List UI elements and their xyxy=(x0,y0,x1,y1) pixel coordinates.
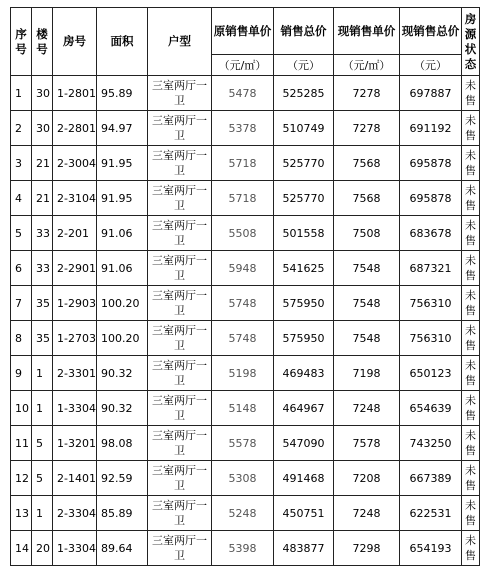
cell-cur-price: 7208 xyxy=(334,461,400,496)
table-row xyxy=(11,216,480,251)
housing-price-table xyxy=(10,7,480,566)
unit-cur-total: （元） xyxy=(400,55,462,76)
cell-orig-price: 5478 xyxy=(212,76,274,111)
cell-cur-price: 7278 xyxy=(334,111,400,146)
cell-cur-price: 7548 xyxy=(334,286,400,321)
cell-total: 541625 xyxy=(274,251,334,286)
cell-status: 未售 xyxy=(462,111,480,146)
cell-building: 1 xyxy=(32,391,53,426)
cell-building: 21 xyxy=(32,146,53,181)
cell-seq: 6 xyxy=(11,251,32,286)
cell-room: 1-2903 xyxy=(53,286,97,321)
cell-total: 450751 xyxy=(274,496,334,531)
cell-total: 525770 xyxy=(274,181,334,216)
cell-cur-total: 650123 xyxy=(400,356,462,391)
cell-cur-total: 654193 xyxy=(400,531,462,566)
cell-area: 100.20 xyxy=(97,321,148,356)
cell-building: 21 xyxy=(32,181,53,216)
cell-room: 2-2901 xyxy=(53,251,97,286)
cell-building: 35 xyxy=(32,321,53,356)
cell-orig-price: 5578 xyxy=(212,426,274,461)
cell-building: 30 xyxy=(32,76,53,111)
listing-table-wrapper xyxy=(10,7,480,566)
cell-status: 未售 xyxy=(462,146,480,181)
cell-status: 未售 xyxy=(462,216,480,251)
cell-orig-price: 5148 xyxy=(212,391,274,426)
table-row xyxy=(11,461,480,496)
cell-orig-price: 5308 xyxy=(212,461,274,496)
cell-status: 未售 xyxy=(462,426,480,461)
cell-room: 2-201 xyxy=(53,216,97,251)
cell-status: 未售 xyxy=(462,181,480,216)
table-row xyxy=(11,321,480,356)
cell-seq: 11 xyxy=(11,426,32,461)
cell-cur-price: 7248 xyxy=(334,391,400,426)
cell-orig-price: 5718 xyxy=(212,146,274,181)
table-row xyxy=(11,391,480,426)
cell-status: 未售 xyxy=(462,321,480,356)
cell-cur-total: 667389 xyxy=(400,461,462,496)
cell-cur-price: 7548 xyxy=(334,321,400,356)
cell-total: 464967 xyxy=(274,391,334,426)
cell-area: 92.59 xyxy=(97,461,148,496)
cell-orig-price: 5748 xyxy=(212,286,274,321)
header-seq: 序号 xyxy=(11,8,32,76)
header-building: 楼号 xyxy=(32,8,53,76)
cell-orig-price: 5748 xyxy=(212,321,274,356)
cell-cur-total: 756310 xyxy=(400,321,462,356)
cell-cur-price: 7568 xyxy=(334,181,400,216)
cell-status: 未售 xyxy=(462,496,480,531)
cell-area: 89.64 xyxy=(97,531,148,566)
cell-cur-total: 683678 xyxy=(400,216,462,251)
table-row xyxy=(11,146,480,181)
cell-status: 未售 xyxy=(462,461,480,496)
cell-cur-price: 7578 xyxy=(334,426,400,461)
unit-cur-price: （元/㎡） xyxy=(334,55,400,76)
cell-cur-total: 695878 xyxy=(400,146,462,181)
cell-orig-price: 5948 xyxy=(212,251,274,286)
table-row xyxy=(11,496,480,531)
cell-cur-price: 7548 xyxy=(334,251,400,286)
cell-status: 未售 xyxy=(462,531,480,566)
header-cur-total: 现销售总价 xyxy=(400,8,462,55)
cell-seq: 8 xyxy=(11,321,32,356)
cell-type: 三室两厅一卫 xyxy=(148,76,212,111)
cell-orig-price: 5248 xyxy=(212,496,274,531)
cell-room: 2-3004 xyxy=(53,146,97,181)
cell-cur-total: 687321 xyxy=(400,251,462,286)
cell-type: 三室两厅一卫 xyxy=(148,181,212,216)
cell-total: 575950 xyxy=(274,321,334,356)
cell-room: 1-3201 xyxy=(53,426,97,461)
cell-total: 491468 xyxy=(274,461,334,496)
cell-status: 未售 xyxy=(462,76,480,111)
cell-area: 100.20 xyxy=(97,286,148,321)
cell-cur-total: 654639 xyxy=(400,391,462,426)
cell-type: 三室两厅一卫 xyxy=(148,286,212,321)
table-row xyxy=(11,286,480,321)
cell-building: 33 xyxy=(32,251,53,286)
cell-seq: 3 xyxy=(11,146,32,181)
cell-total: 525770 xyxy=(274,146,334,181)
cell-cur-total: 695878 xyxy=(400,181,462,216)
cell-seq: 4 xyxy=(11,181,32,216)
cell-room: 2-3104 xyxy=(53,181,97,216)
table-body xyxy=(11,76,480,566)
cell-cur-total: 697887 xyxy=(400,76,462,111)
cell-total: 501558 xyxy=(274,216,334,251)
header-room: 房号 xyxy=(53,8,97,76)
table-row xyxy=(11,426,480,461)
cell-seq: 9 xyxy=(11,356,32,391)
cell-orig-price: 5378 xyxy=(212,111,274,146)
cell-room: 2-1401 xyxy=(53,461,97,496)
cell-seq: 12 xyxy=(11,461,32,496)
cell-total: 469483 xyxy=(274,356,334,391)
cell-area: 98.08 xyxy=(97,426,148,461)
cell-total: 547090 xyxy=(274,426,334,461)
cell-room: 2-3304 xyxy=(53,496,97,531)
cell-seq: 5 xyxy=(11,216,32,251)
header-type: 户型 xyxy=(148,8,212,76)
cell-type: 三室两厅一卫 xyxy=(148,461,212,496)
table-row xyxy=(11,356,480,391)
cell-status: 未售 xyxy=(462,391,480,426)
cell-type: 三室两厅一卫 xyxy=(148,321,212,356)
cell-type: 三室两厅一卫 xyxy=(148,216,212,251)
cell-building: 20 xyxy=(32,531,53,566)
cell-building: 1 xyxy=(32,496,53,531)
header-cur-price: 现销售单价 xyxy=(334,8,400,55)
cell-cur-total: 756310 xyxy=(400,286,462,321)
header-orig-price: 原销售单价 xyxy=(212,8,274,55)
cell-cur-total: 622531 xyxy=(400,496,462,531)
cell-type: 三室两厅一卫 xyxy=(148,356,212,391)
cell-seq: 7 xyxy=(11,286,32,321)
cell-room: 1-2801 xyxy=(53,76,97,111)
table-header xyxy=(11,8,480,76)
cell-seq: 14 xyxy=(11,531,32,566)
cell-type: 三室两厅一卫 xyxy=(148,111,212,146)
cell-room: 1-2703 xyxy=(53,321,97,356)
cell-status: 未售 xyxy=(462,286,480,321)
cell-cur-price: 7568 xyxy=(334,146,400,181)
cell-cur-price: 7198 xyxy=(334,356,400,391)
cell-type: 三室两厅一卫 xyxy=(148,531,212,566)
cell-room: 2-2801 xyxy=(53,111,97,146)
cell-total: 483877 xyxy=(274,531,334,566)
cell-area: 91.06 xyxy=(97,251,148,286)
header-total: 销售总价 xyxy=(274,8,334,55)
cell-seq: 1 xyxy=(11,76,32,111)
cell-seq: 2 xyxy=(11,111,32,146)
unit-orig-price: （元/㎡） xyxy=(212,55,274,76)
header-area: 面积 xyxy=(97,8,148,76)
cell-type: 三室两厅一卫 xyxy=(148,146,212,181)
cell-type: 三室两厅一卫 xyxy=(148,251,212,286)
header-row xyxy=(11,8,480,55)
cell-building: 30 xyxy=(32,111,53,146)
cell-area: 90.32 xyxy=(97,356,148,391)
cell-cur-price: 7248 xyxy=(334,496,400,531)
cell-seq: 10 xyxy=(11,391,32,426)
cell-cur-total: 743250 xyxy=(400,426,462,461)
cell-total: 575950 xyxy=(274,286,334,321)
cell-cur-total: 691192 xyxy=(400,111,462,146)
cell-building: 1 xyxy=(32,356,53,391)
cell-building: 35 xyxy=(32,286,53,321)
table-row xyxy=(11,251,480,286)
cell-cur-price: 7298 xyxy=(334,531,400,566)
cell-area: 85.89 xyxy=(97,496,148,531)
table-row xyxy=(11,76,480,111)
cell-building: 33 xyxy=(32,216,53,251)
cell-room: 1-3304 xyxy=(53,391,97,426)
unit-total: （元） xyxy=(274,55,334,76)
cell-type: 三室两厅一卫 xyxy=(148,496,212,531)
cell-orig-price: 5398 xyxy=(212,531,274,566)
cell-area: 90.32 xyxy=(97,391,148,426)
cell-orig-price: 5198 xyxy=(212,356,274,391)
cell-status: 未售 xyxy=(462,251,480,286)
cell-cur-price: 7278 xyxy=(334,76,400,111)
cell-room: 1-3304 xyxy=(53,531,97,566)
cell-area: 91.06 xyxy=(97,216,148,251)
cell-type: 三室两厅一卫 xyxy=(148,426,212,461)
cell-total: 510749 xyxy=(274,111,334,146)
cell-status: 未售 xyxy=(462,356,480,391)
header-status: 房源状态 xyxy=(462,8,480,76)
cell-orig-price: 5718 xyxy=(212,181,274,216)
cell-room: 2-3301 xyxy=(53,356,97,391)
cell-type: 三室两厅一卫 xyxy=(148,391,212,426)
cell-building: 5 xyxy=(32,426,53,461)
cell-area: 94.97 xyxy=(97,111,148,146)
table-row xyxy=(11,181,480,216)
cell-area: 91.95 xyxy=(97,146,148,181)
cell-cur-price: 7508 xyxy=(334,216,400,251)
cell-seq: 13 xyxy=(11,496,32,531)
table-row xyxy=(11,111,480,146)
cell-building: 5 xyxy=(32,461,53,496)
cell-area: 95.89 xyxy=(97,76,148,111)
cell-total: 525285 xyxy=(274,76,334,111)
cell-orig-price: 5508 xyxy=(212,216,274,251)
table-row xyxy=(11,531,480,566)
cell-area: 91.95 xyxy=(97,181,148,216)
